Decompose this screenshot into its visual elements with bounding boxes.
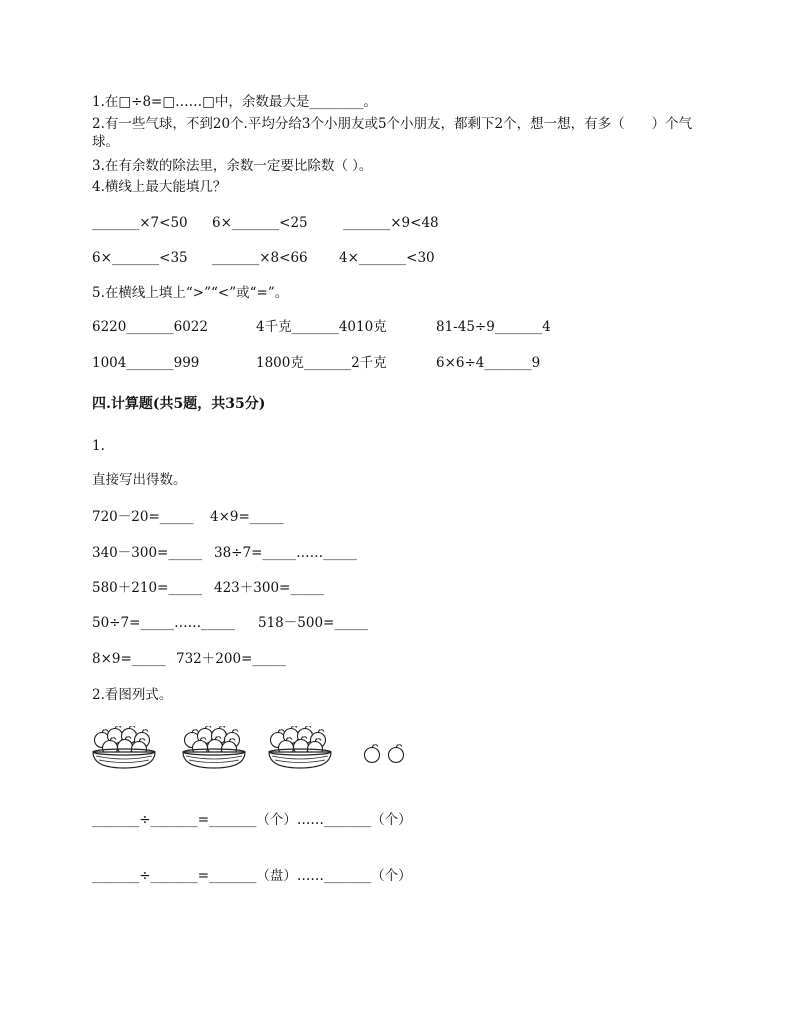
section-heading: 四.计算题(共5题，共35分) xyxy=(92,396,266,412)
calc-expression: 8×9=_____ xyxy=(92,651,166,667)
question-5-row-2 xyxy=(92,354,712,372)
formula-line-1: _______÷_______=_______（个）……_______（个） xyxy=(92,812,412,828)
compare-expression: 4千克_______4010克 xyxy=(256,319,387,335)
calc-row xyxy=(92,579,712,597)
question-5-row-1 xyxy=(92,318,712,336)
question-3: 3.在有余数的除法里，余数一定要比除数（ ）。 xyxy=(92,158,373,174)
question-4-title: 4.横线上最大能填几？ xyxy=(92,179,227,195)
compare-expression: 81-45÷9_______4 xyxy=(436,319,551,335)
compare-expression: 6220_______6022 xyxy=(92,319,208,335)
apple-icon xyxy=(365,745,380,763)
apple-plate-icon xyxy=(269,726,331,768)
item-2-title: 2.看图列式。 xyxy=(92,687,173,703)
calc-expression: 580＋210=_____ xyxy=(92,580,203,596)
item-1-prompt: 直接写出得数。 xyxy=(92,472,187,488)
apple-icon xyxy=(389,745,404,763)
calc-row xyxy=(92,544,712,562)
blank-expression: _______×9<48 xyxy=(343,215,439,231)
apple-plate-icon xyxy=(183,726,245,768)
calc-expression: 518－500=_____ xyxy=(258,615,369,631)
blank-expression: _______×7<50 xyxy=(92,215,188,231)
calc-row xyxy=(92,650,712,668)
blank-expression: _______×8<66 xyxy=(212,250,308,266)
question-5-title: 5.在横线上填上“>”“<”或“=”。 xyxy=(92,285,289,301)
question-4-row-2 xyxy=(92,249,712,267)
question-4-row-1 xyxy=(92,214,712,232)
apple-plates-picture xyxy=(92,726,432,774)
question-2: 2.有一些气球，不到20个.平均分给3个小朋友或5个小朋友，都剩下2个，想一想，有多（ ）个气球。 xyxy=(92,116,693,150)
apple-plate-icon xyxy=(93,726,155,768)
calc-row xyxy=(92,614,712,632)
item-1-number: 1. xyxy=(92,438,105,454)
calc-expression: 720－20=_____ xyxy=(92,509,194,525)
calc-expression: 4×9=_____ xyxy=(210,509,284,525)
question-1: 1.在□÷8=□……□中，余数最大是________。 xyxy=(92,94,377,110)
blank-expression: 6×_______<35 xyxy=(92,250,188,266)
calc-expression: 38÷7=_____……_____ xyxy=(214,545,357,561)
calc-expression: 732＋200=_____ xyxy=(176,651,287,667)
calc-expression: 50÷7=_____……_____ xyxy=(92,615,235,631)
calc-row xyxy=(92,508,712,526)
blank-expression: 4×_______<30 xyxy=(339,250,435,266)
calc-expression: 423＋300=_____ xyxy=(214,580,325,596)
blank-expression: 6×_______<25 xyxy=(212,215,308,231)
compare-expression: 6×6÷4_______9 xyxy=(436,355,541,371)
compare-expression: 1800克_______2千克 xyxy=(256,355,387,371)
calc-expression: 340－300=_____ xyxy=(92,545,203,561)
compare-expression: 1004_______999 xyxy=(92,355,200,371)
formula-line-2: _______÷_______=_______（盘）……_______（个） xyxy=(92,868,412,884)
